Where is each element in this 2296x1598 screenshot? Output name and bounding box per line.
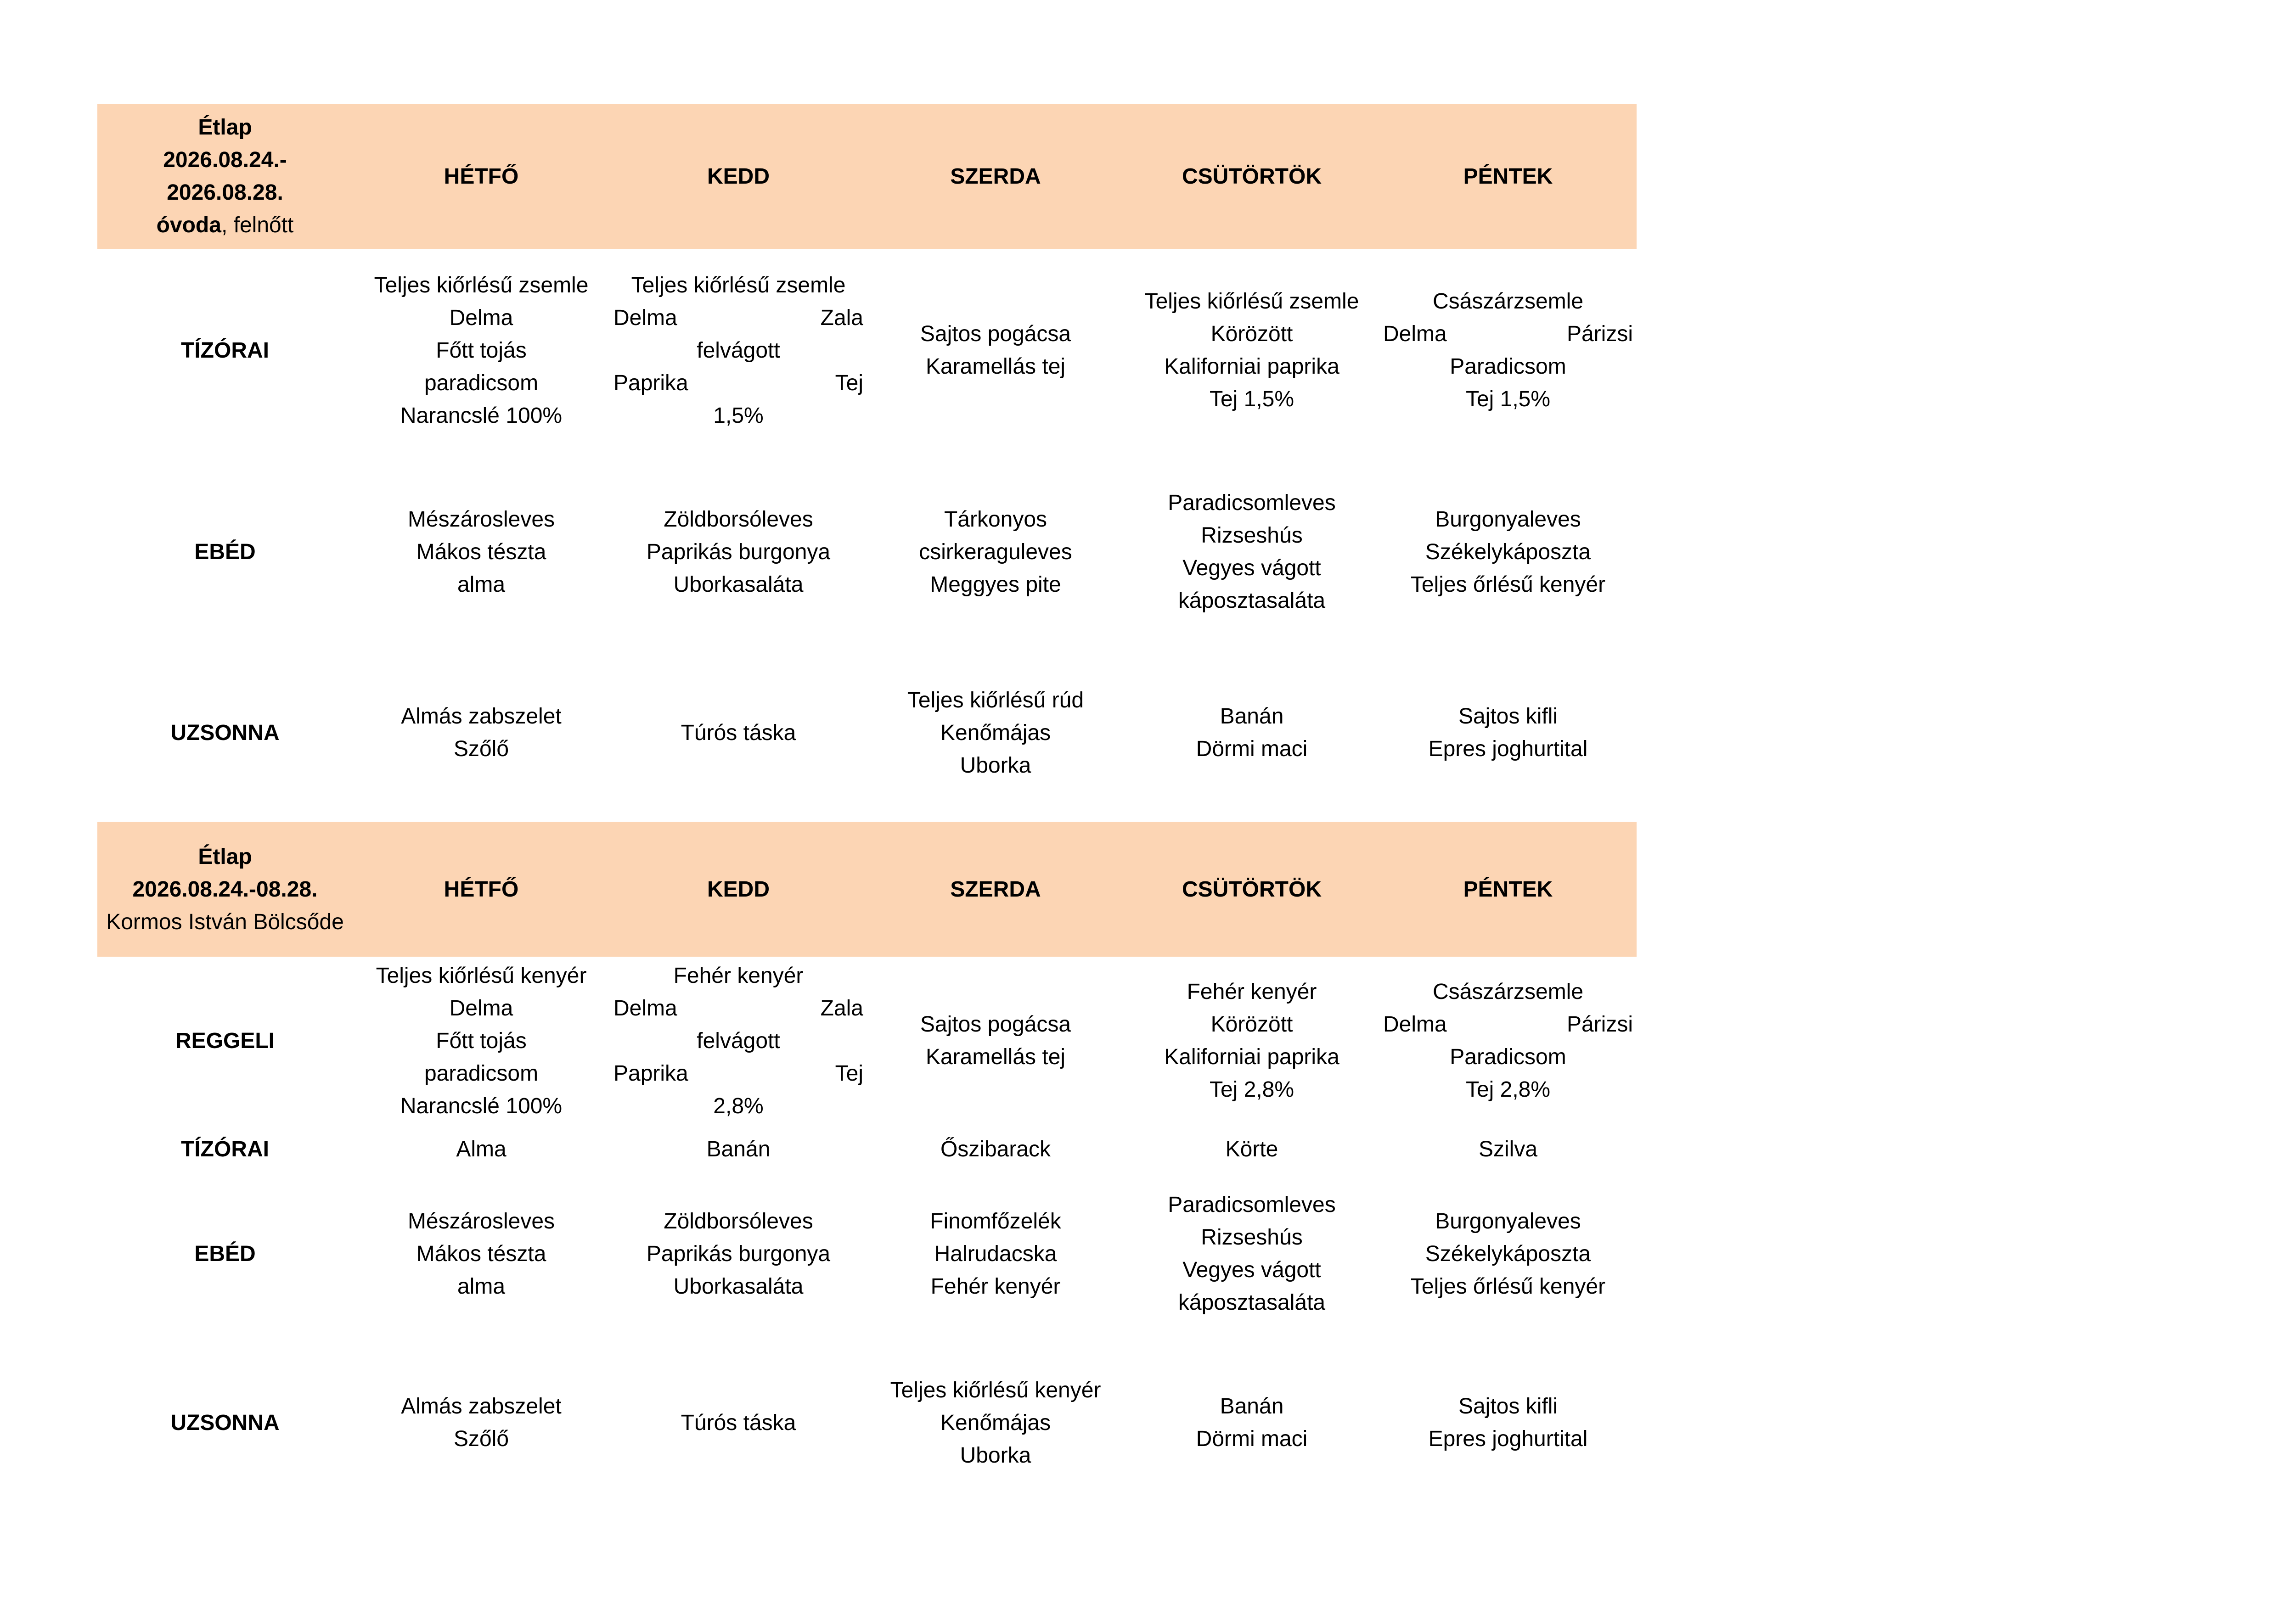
menu-cell-thursday <box>1124 249 1379 452</box>
menu-cell-tuesday <box>610 1173 867 1334</box>
meal-label-ebed: EBÉD <box>194 1241 256 1266</box>
day-header-wednesday: SZERDA <box>867 822 1124 957</box>
menu-item-pair: Paprika Tej <box>613 370 863 395</box>
menu-cell-tuesday <box>610 957 867 1125</box>
menu-item: Paradicsom <box>1450 1045 1566 1069</box>
menu-title: Étlap <box>198 844 252 869</box>
menu-item: Teljes kiőrlésű kenyér <box>890 1378 1101 1402</box>
meal-label-reggeli: REGGELI <box>175 1028 275 1053</box>
menu-item: Szőlő <box>453 1427 509 1451</box>
menu-item: káposztasaláta <box>1178 589 1326 613</box>
menu-item: Tej 2,8% <box>1465 1077 1551 1102</box>
menu-cell-friday <box>1379 1334 1637 1511</box>
menu-item: Tej 2,8% <box>1209 1077 1294 1102</box>
day-header-thursday: CSÜTÖRTÖK <box>1124 822 1379 957</box>
menu-item: 2,8% <box>713 1093 764 1118</box>
menu-cell-monday <box>353 1173 610 1334</box>
menu-cell-monday <box>353 452 610 652</box>
menu-cell-monday <box>353 249 610 452</box>
menu-item: Székelykáposzta <box>1425 539 1591 564</box>
menu-item: Mákos tészta <box>416 1241 546 1266</box>
menu-audience: óvoda, felnőtt <box>156 213 294 237</box>
day-header-friday: PÉNTEK <box>1379 822 1637 957</box>
menu-item: Tej 1,5% <box>1465 387 1551 411</box>
menu-item: Paradicsomleves <box>1168 1193 1336 1217</box>
menu-item: Teljes kiőrlésű zsemle <box>374 273 589 297</box>
menu-date-from: 2026.08.24.- <box>163 148 287 172</box>
menu-item: Kenőmájas <box>940 720 1051 745</box>
menu-cell-thursday <box>1124 1173 1379 1334</box>
menu-item: Paprikás burgonya <box>646 1241 831 1266</box>
menu-item: Körte <box>1225 1137 1278 1161</box>
menu-item: Uborka <box>960 753 1031 778</box>
menu-date-to: 2026.08.28. <box>167 180 283 205</box>
menu-item: Fehér kenyér <box>673 963 804 988</box>
menu-item: felvágott <box>697 1028 780 1053</box>
menu-item: 1,5% <box>713 403 764 428</box>
menu-cell-tuesday <box>610 1334 867 1511</box>
menu-item: Banán <box>1220 1394 1284 1419</box>
menu-item: Uborkasaláta <box>673 572 804 597</box>
menu-item: Kaliforniai paprika <box>1164 1045 1339 1069</box>
menu-item: Rizseshús <box>1201 523 1303 548</box>
menu-item-pair: Delma Zala <box>613 305 863 330</box>
meal-label-uzsonna: UZSONNA <box>170 1410 280 1435</box>
menu-item: Teljes őrlésű kenyér <box>1410 1274 1606 1299</box>
menu-cell-thursday <box>1124 652 1379 813</box>
day-header-monday: HÉTFŐ <box>353 104 610 249</box>
menu-item: Alma <box>456 1137 506 1161</box>
menu-item: Sajtos pogácsa <box>920 1012 1071 1037</box>
meal-label-tizorai: TÍZÓRAI <box>181 338 269 363</box>
menu-item: Vegyes vágott <box>1182 556 1321 580</box>
menu-item: Delma <box>449 996 513 1020</box>
menu-item: Zöldborsóleves <box>664 1209 813 1234</box>
menu-header-info <box>97 104 353 249</box>
menu-cell-thursday <box>1124 1334 1379 1511</box>
menu-item: Szilva <box>1478 1137 1538 1161</box>
meal-label-ebed: EBÉD <box>194 539 256 564</box>
menu-table-bolcsode <box>97 822 1637 1511</box>
menu-cell-wednesday <box>867 1334 1124 1511</box>
day-header-thursday: CSÜTÖRTÖK <box>1124 104 1379 249</box>
menu-item: Székelykáposzta <box>1425 1241 1591 1266</box>
menu-item: Banán <box>706 1137 771 1161</box>
menu-cell-monday <box>353 1334 610 1511</box>
menu-item: Delma <box>449 305 513 330</box>
menu-item: Banán <box>1220 704 1284 729</box>
menu-cell-wednesday <box>867 957 1124 1125</box>
menu-cell-friday <box>1379 652 1637 813</box>
menu-item: Főtt tojás <box>436 1028 527 1053</box>
menu-item: Túrós táska <box>681 1410 796 1435</box>
menu-item: Császárzsemle <box>1432 980 1584 1004</box>
menu-item: Főtt tojás <box>436 338 527 363</box>
menu-item: Almás zabszelet <box>401 704 562 729</box>
menu-cell-wednesday <box>867 452 1124 652</box>
menu-cell-friday <box>1379 1125 1637 1173</box>
menu-cell-monday <box>353 652 610 813</box>
menu-item: felvágott <box>697 338 780 363</box>
menu-item: paradicsom <box>424 1061 539 1086</box>
menu-item: Epres joghurtital <box>1428 737 1588 761</box>
meal-label-uzsonna: UZSONNA <box>170 720 280 745</box>
menu-item: Teljes kiőrlésű rúd <box>907 688 1084 712</box>
menu-cell-tuesday <box>610 652 867 813</box>
menu-cell-friday <box>1379 957 1637 1125</box>
menu-date-range: 2026.08.24.-08.28. <box>132 877 318 902</box>
menu-item: alma <box>457 572 506 597</box>
menu-item: Sajtos kifli <box>1458 1394 1558 1419</box>
menu-item: Burgonyaleves <box>1435 507 1581 532</box>
menu-item: Paprikás burgonya <box>646 539 831 564</box>
menu-item: Kenőmájas <box>940 1410 1051 1435</box>
menu-item: Paradicsomleves <box>1168 491 1336 515</box>
menu-item: Mákos tészta <box>416 539 546 564</box>
menu-item: Burgonyaleves <box>1435 1209 1581 1234</box>
menu-item: Karamellás tej <box>925 354 1066 379</box>
menu-cell-wednesday <box>867 249 1124 452</box>
day-header-tuesday: KEDD <box>610 104 867 249</box>
menu-cell-tuesday <box>610 249 867 452</box>
menu-item: Zöldborsóleves <box>664 507 813 532</box>
menu-cell-thursday <box>1124 957 1379 1125</box>
menu-item: Császárzsemle <box>1432 289 1584 314</box>
day-header-wednesday: SZERDA <box>867 104 1124 249</box>
menu-item: Karamellás tej <box>925 1045 1066 1069</box>
menu-item-pair: Delma Párizsi <box>1383 1012 1633 1037</box>
menu-item: Teljes kiőrlésű kenyér <box>376 963 587 988</box>
menu-item: Tej 1,5% <box>1209 387 1294 411</box>
menu-item: csirkeraguleves <box>919 539 1072 564</box>
menu-item: Mészárosleves <box>407 507 555 532</box>
menu-cell-thursday <box>1124 1125 1379 1173</box>
menu-item: Körözött <box>1210 1012 1293 1037</box>
menu-item: paradicsom <box>424 370 539 395</box>
meal-label-tizorai: TÍZÓRAI <box>181 1137 269 1161</box>
menu-cell-thursday <box>1124 452 1379 652</box>
menu-cell-friday <box>1379 249 1637 452</box>
menu-item: káposztasaláta <box>1178 1290 1326 1315</box>
menu-item: Uborka <box>960 1443 1031 1468</box>
menu-cell-wednesday <box>867 652 1124 813</box>
menu-item: Almás zabszelet <box>401 1394 562 1419</box>
menu-item: Teljes őrlésű kenyér <box>1410 572 1606 597</box>
menu-item: Narancslé 100% <box>400 1093 563 1118</box>
menu-item: Teljes kiőrlésű zsemle <box>631 273 846 297</box>
day-header-tuesday: KEDD <box>610 822 867 957</box>
menu-item: Meggyes pite <box>930 572 1061 597</box>
menu-item: Vegyes vágott <box>1182 1258 1321 1282</box>
menu-cell-friday <box>1379 1173 1637 1334</box>
menu-cell-tuesday <box>610 1125 867 1173</box>
menu-item: Őszibarack <box>940 1137 1051 1161</box>
menu-title: Étlap <box>198 115 252 140</box>
menu-item: Paradicsom <box>1450 354 1566 379</box>
menu-header-info <box>97 822 353 957</box>
menu-item: Tárkonyos <box>944 507 1047 532</box>
menu-item: Epres joghurtital <box>1428 1427 1588 1451</box>
menu-cell-monday <box>353 1125 610 1173</box>
menu-item: Teljes kiőrlésű zsemle <box>1144 289 1359 314</box>
menu-item: Mészárosleves <box>407 1209 555 1234</box>
menu-item-pair: Paprika Tej <box>613 1061 863 1086</box>
day-header-friday: PÉNTEK <box>1379 104 1637 249</box>
menu-item: Dörmi maci <box>1196 737 1308 761</box>
menu-cell-friday <box>1379 452 1637 652</box>
menu-item: Szőlő <box>453 737 509 761</box>
menu-item: Kaliforniai paprika <box>1164 354 1339 379</box>
menu-cell-tuesday <box>610 452 867 652</box>
menu-item: Narancslé 100% <box>400 403 563 428</box>
menu-item: alma <box>457 1274 506 1299</box>
menu-item-pair: Delma Párizsi <box>1383 322 1633 346</box>
menu-table-ovoda <box>97 104 1637 813</box>
menu-cell-wednesday <box>867 1125 1124 1173</box>
menu-item: Uborkasaláta <box>673 1274 804 1299</box>
menu-item: Sajtos pogácsa <box>920 322 1071 346</box>
menu-item: Fehér kenyér <box>1187 980 1317 1004</box>
menu-item: Halrudacska <box>934 1241 1057 1266</box>
menu-item: Dörmi maci <box>1196 1427 1308 1451</box>
menu-item: Finomfőzelék <box>930 1209 1061 1234</box>
menu-item: Körözött <box>1210 322 1293 346</box>
menu-item: Túrós táska <box>681 720 796 745</box>
menu-institution: Kormos István Bölcsőde <box>106 909 344 934</box>
menu-item: Fehér kenyér <box>930 1274 1061 1299</box>
menu-cell-wednesday <box>867 1173 1124 1334</box>
day-header-monday: HÉTFŐ <box>353 822 610 957</box>
menu-item-pair: Delma Zala <box>613 996 863 1020</box>
menu-item: Sajtos kifli <box>1458 704 1558 729</box>
menu-item: Rizseshús <box>1201 1225 1303 1250</box>
menu-cell-monday <box>353 957 610 1125</box>
